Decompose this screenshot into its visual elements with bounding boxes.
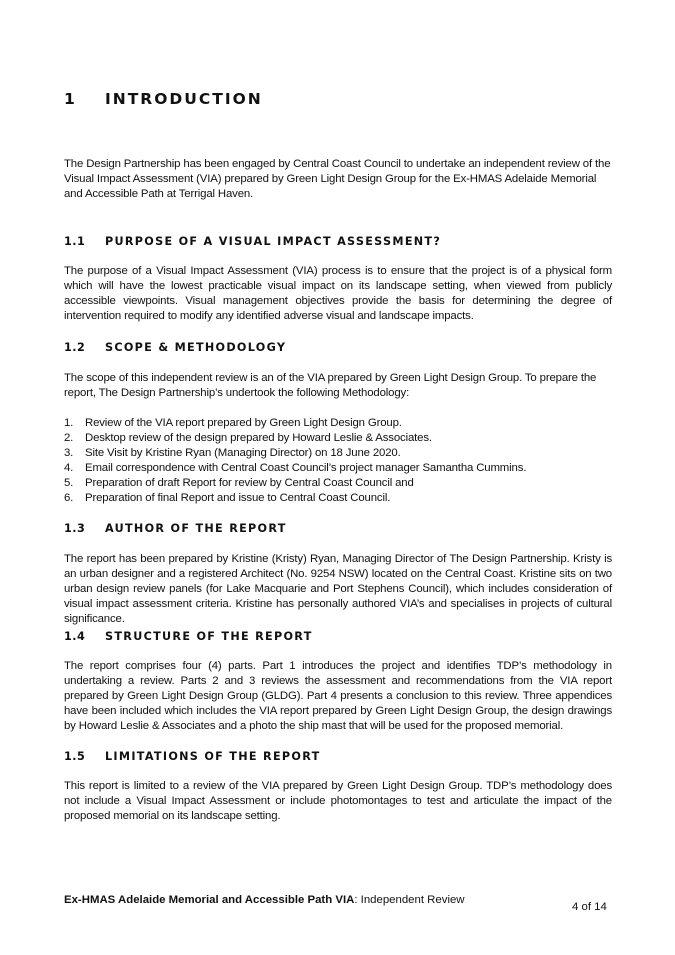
section-heading-structure xyxy=(64,630,313,643)
methodology-list xyxy=(64,416,612,506)
section-title: SCOPE & METHODOLOGY xyxy=(105,341,287,354)
section-body-structure: The report comprises four (4) parts. Part 1 introduces the project and identifies TDP’s methodology in undertaking a review. Parts 2 and 3 reviews the assessment and recommendations from the VIA report prepared by Green Light Design Group (GLDG). Part 4 presents a conclusion to this review. Three appendices have been included which includes the VIA report prepared by Green Light Design Group, the design drawings by Howard Leslie & Associates and a photo the ship mast that will be used for the proposed memorial. xyxy=(64,660,612,732)
section-body-limitations: This report is limited to a review of the VIA prepared by Green Light Design Group. TDP’s methodology does not include a Visual Impact Assessment or include photomontages to test and articulate the impact of the proposed memorial on its landscape setting. xyxy=(64,780,612,822)
page-number: 4 of 14 xyxy=(572,901,607,913)
page-footer xyxy=(64,894,465,906)
section-title: LIMITATIONS OF THE REPORT xyxy=(105,750,321,763)
list-item: 5. Preparation of draft Report for review by Central Coast Council and xyxy=(64,477,414,489)
section-body-author: The report has been prepared by Kristine (Kristy) Ryan, Managing Director of The Design Partnership. Kristy is an urban designer and a registered Architect (No. 9254 NSW) located on the Central Coast. Kristine sits on two urban design review panels (for Lake Macquarie and Port Stephens Council), which includes consideration of visual impact assessment criteria. Kristine has personally authored VIA’s and specialises in projects of cultural significance. xyxy=(64,553,612,625)
list-item: 3. Site Visit by Kristine Ryan (Managing Director) on 18 June 2020. xyxy=(64,447,401,459)
section-body-scope: The scope of this independent review is an of the VIA prepared by Green Light Design Group. To prepare the report, The Design Partnership’s undertook the following Methodology: xyxy=(64,372,597,399)
list-item: 1. Review of the VIA report prepared by Green Light Design Group. xyxy=(64,417,402,429)
section-title: AUTHOR OF THE REPORT xyxy=(105,522,287,535)
section-title: STRUCTURE OF THE REPORT xyxy=(105,630,313,643)
section-number: 1.1 xyxy=(64,235,86,248)
section-heading-author xyxy=(64,522,287,535)
section-number: 1.4 xyxy=(64,630,86,643)
section-heading-scope xyxy=(64,341,286,354)
list-item: 6. Preparation of final Report and issue to Central Coast Council. xyxy=(64,492,391,504)
intro-paragraph: The Design Partnership has been engaged by Central Coast Council to undertake an independent review of the Visual Impact Assessment (VIA) prepared by Green Light Design Group for the Ex-HMAS Adelaide Memorial and Accessible Path at Terrigal Haven. xyxy=(64,158,611,200)
section-body-purpose: The purpose of a Visual Impact Assessment (VIA) process is to ensure that the project is of a physical form which will have the lowest practicable visual impact on its landscape setting, when viewed from publicly accessible viewpoints. Visual management objectives provide the basis for determining the degree of intervention required to modify any identified adverse visual and landscape impacts. xyxy=(64,265,612,322)
list-item: 4. Email correspondence with Central Coast Council’s project manager Samantha Cummins. xyxy=(64,462,527,474)
section-number: 1.2 xyxy=(64,341,86,354)
section-heading-limitations xyxy=(64,750,321,763)
section-heading-purpose xyxy=(64,235,441,248)
section-title: PURPOSE OF A VISUAL IMPACT ASSESSMENT? xyxy=(105,235,442,248)
chapter-heading xyxy=(64,90,263,108)
chapter-number: 1 xyxy=(64,90,75,108)
section-number: 1.5 xyxy=(64,750,86,763)
footer-subtitle: : Independent Review xyxy=(354,894,465,906)
chapter-title: INTRODUCTION xyxy=(105,90,263,108)
footer-title: Ex-HMAS Adelaide Memorial and Accessible Path VIA xyxy=(64,894,355,906)
list-item: 2. Desktop review of the design prepared by Howard Leslie & Associates. xyxy=(64,432,432,444)
section-number: 1.3 xyxy=(64,522,86,535)
